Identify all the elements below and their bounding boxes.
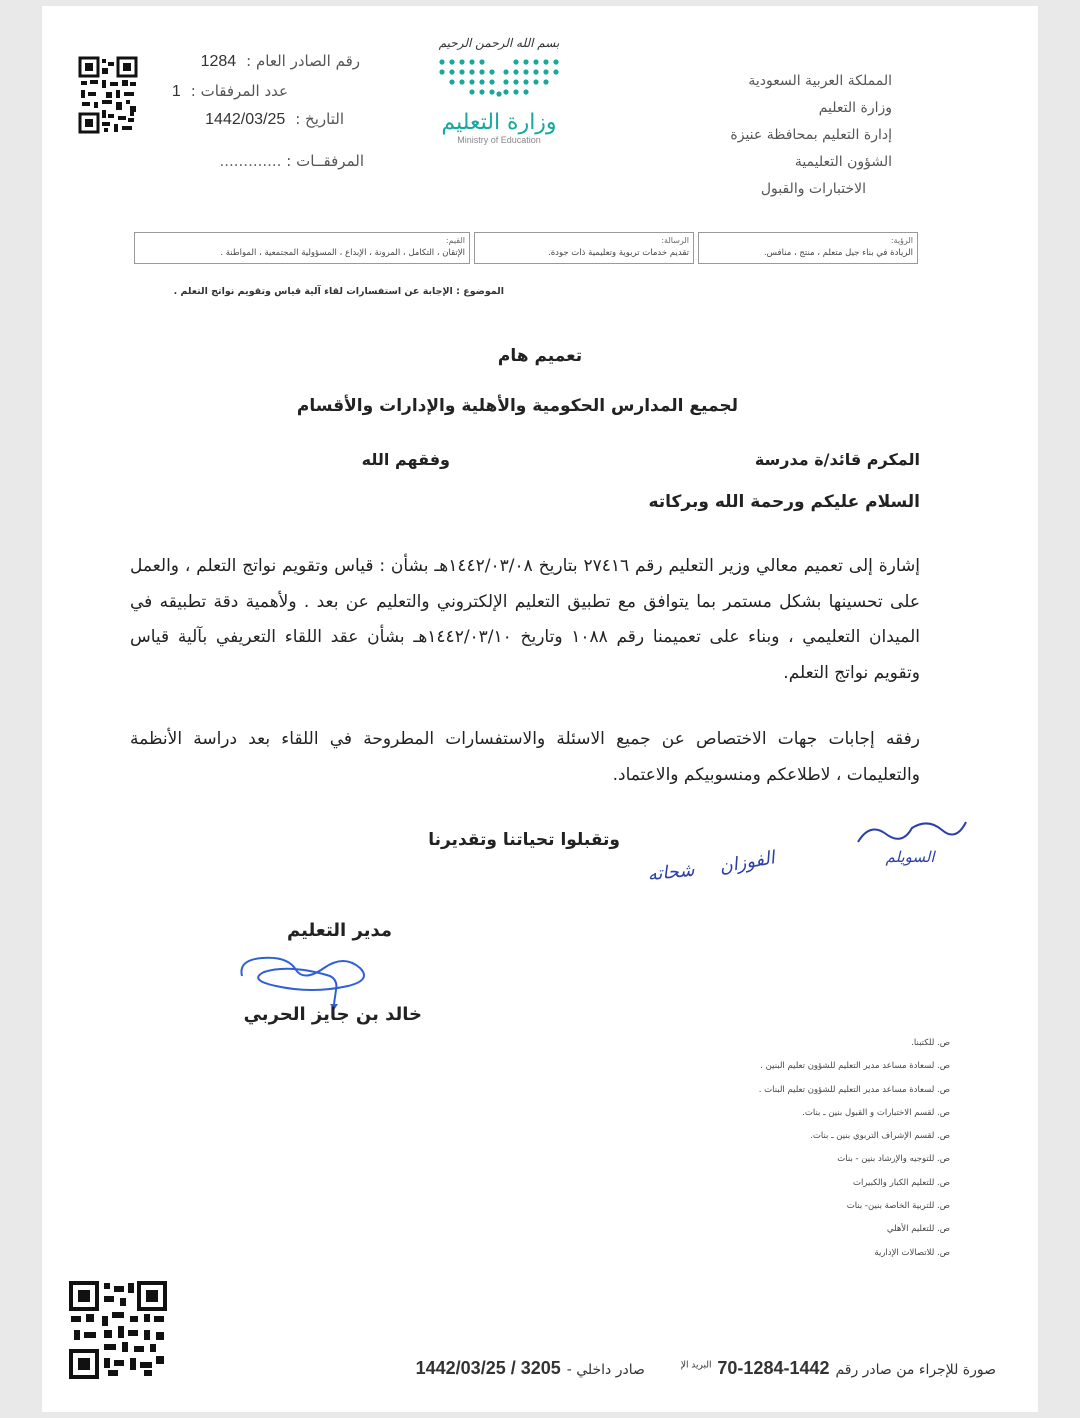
cc-item: ص. للكتبنا.: [911, 1038, 950, 1048]
gov-line-directorate: إدارة التعليم بمحافظة عنيزة: [730, 127, 892, 143]
issue-number: [160, 52, 360, 71]
footer-reference: [226, 1358, 996, 1379]
footer-internal-number: 3205 / 1442/03/25: [415, 1358, 561, 1378]
issue-number-value: 1284: [200, 53, 237, 70]
gov-line-affairs: الشؤون التعليمية: [794, 154, 892, 170]
government-header: [662, 68, 892, 203]
vision-text: الريادة في بناء جيل متعلم ، منتج ، منافس.: [763, 248, 913, 258]
closing-line: وتقبلوا تحياتنا وتقديرنا: [428, 830, 620, 850]
initial-signature-1-text: السويلم: [885, 848, 935, 866]
cc-item: ص. للتوجيه والإرشاد بنين - بنات: [837, 1154, 950, 1165]
addressee: المكرم قائد/ة مدرسة: [754, 450, 920, 469]
footer-mail-label: البريد الإ: [680, 1360, 712, 1371]
body-paragraph-2: رفقه إجابات جهات الاختصاص عن جميع الاسئلة والاستفسارات المطروحة في اللقاء بعد دراسة الأنظمة والتعليمات ، لاطلاعكم ومنسوبيكم والاعتماد.: [130, 729, 920, 785]
gov-line-department: الاختبارات والقبول: [760, 181, 866, 197]
gov-line-country: المملكة العربية السعودية: [748, 73, 892, 89]
initial-signature-3: شحاته: [646, 859, 696, 886]
audience-line: لجميع المدارس الحكومية والأهلية والإدارات والأقسام: [296, 396, 738, 416]
cc-item: ص. للتعليم الكبار والكبيرات: [852, 1177, 950, 1188]
cc-list: [682, 1032, 950, 1265]
values-text: الإتقان ، التكامل ، المرونة ، الإبداع ، المسؤولية المجتمعية ، المواطنة .: [220, 248, 465, 258]
basmala: بسم الله الرحمن الرحيم: [438, 36, 560, 50]
vision-box: [698, 232, 918, 264]
greeting: السلام عليكم ورحمة الله وبركاته: [648, 492, 920, 512]
values-box: [134, 232, 470, 264]
mission-text: تقديم خدمات تربوية وتعليمية ذات جودة.: [548, 248, 689, 258]
cc-item: ص. للتربية الخاصة بنين- بنات: [846, 1201, 950, 1212]
ministry-emblem-dots: [434, 54, 564, 102]
cc-item: ص. لسعادة مساعد مدير التعليم للشؤون تعليم البنات .: [758, 1084, 950, 1095]
cc-item: ص. للاتصالات الإدارية: [874, 1247, 950, 1258]
letter-date: [164, 110, 344, 129]
mission-label: الرسالة:: [661, 236, 689, 245]
attachments-count-value: 1: [171, 83, 181, 100]
cc-item: ص. لسعادة مساعد مدير التعليم للشؤون تعليم البنين .: [760, 1061, 950, 1072]
letter-date-value: 1442/03/25: [205, 111, 286, 128]
cc-item: ص. لقسم الاختبارات و القبول بنين ـ بنات.: [802, 1107, 950, 1118]
director-signature: [234, 946, 384, 1012]
ministry-name-en: Ministry of Education: [457, 135, 541, 145]
cc-item: ص. لقسم الإشراف التربوي بنين ـ بنات.: [810, 1131, 950, 1142]
mission-box: [474, 232, 694, 264]
attachments-count: [160, 82, 288, 101]
footer-copy-label: صورة للإجراء من صادر رقم: [835, 1362, 996, 1378]
attachments-count-label: عدد المرفقات :: [190, 82, 288, 100]
attachments-value: .............: [219, 152, 282, 170]
letter-page: [42, 6, 1038, 1412]
cc-item: ص. للتعليم الأهلي: [886, 1224, 950, 1235]
vision-label: الرؤية:: [890, 236, 913, 245]
attachments: [142, 152, 364, 170]
signatory-name: خالد بن جايز الحربي: [243, 1004, 422, 1025]
blessing: وفقهم الله: [361, 450, 450, 469]
signatory-title: مدير التعليم: [286, 920, 392, 941]
issue-number-label: رقم الصادر العام :: [246, 52, 360, 70]
footer-ref-number: 1442-1284-70: [717, 1358, 830, 1378]
initial-signature-1: [850, 812, 970, 882]
footer-internal-label: صادر داخلي -: [566, 1362, 645, 1378]
qr-code-top: [78, 56, 138, 134]
values-label: القيم:: [445, 236, 465, 245]
ministry-name-ar: وزارة التعليم: [441, 110, 557, 135]
initial-signature-2: الفوزان: [717, 847, 777, 878]
attachments-label: المرفقــات :: [286, 152, 364, 170]
gov-line-ministry: وزارة التعليم: [818, 100, 892, 116]
qr-code-bottom: [68, 1280, 168, 1380]
letter-date-label: التاريخ :: [295, 110, 344, 128]
circular-title: تعميم هام: [497, 346, 583, 366]
body-paragraph-1: إشارة إلى تعميم معالي وزير التعليم رقم ٢٧٤١٦ بتاريخ ١٤٤٢/٠٣/٠٨هـ بشأن : قياس وتقويم نواتج التعلم ، والعمل على تحسينها بشكل مستمر بما يتوافق مع تطبيق التعليم الإلكتروني والتعليم عن بعد . ولأهمية دقة تطبيقه في الميدان التعليمي ، وبناء على تعميمنا رقم ١٠٨٨ وتاريخ ١٤٤٢/٠٣/١٠هـ بشأن عقد اللقاء التعريفي بآلية قياس وتقويم نواتج التعلم.: [130, 556, 920, 683]
subject-line: الموضوع : الإجابة عن استفسارات لقاء آلية قياس وتقويم نواتج التعلم .: [173, 286, 504, 297]
ministry-logo: [414, 36, 584, 176]
